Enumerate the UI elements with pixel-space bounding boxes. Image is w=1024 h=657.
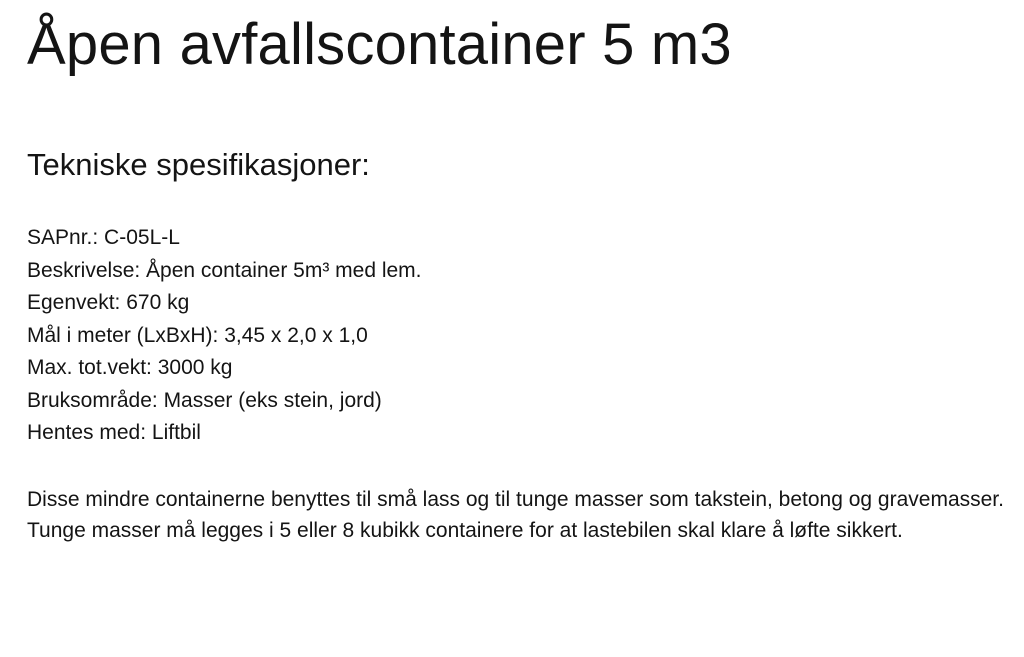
spec-value: Åpen container 5m³ med lem. (146, 258, 422, 282)
description-paragraph: Disse mindre containerne benyttes til små lass og til tunge masser som takstein, betong og gravemasser. Tunge masser må legges i 5 eller 8 kubikk containere for at lastebilen skal klare å løfte sikkert. (27, 488, 1004, 542)
spec-value: Masser (eks stein, jord) (163, 388, 382, 412)
spec-item-bruksomraade (27, 385, 422, 418)
spec-label: Mål i meter (LxBxH): (27, 323, 219, 347)
spec-label: Hentes med: (27, 421, 147, 444)
spec-item-max-vekt (27, 352, 422, 385)
spec-label: SAPnr.: (27, 226, 99, 249)
spec-item-sapnr (27, 222, 422, 255)
specs-list (27, 222, 422, 450)
specs-heading: Tekniske spesifikasjoner: (27, 147, 370, 182)
spec-item-maal (27, 320, 422, 353)
spec-value: 3000 kg (157, 356, 233, 379)
spec-label: Egenvekt: (27, 291, 121, 314)
spec-value: 3,45 x 2,0 x 1,0 (224, 323, 368, 347)
spec-value: 670 kg (126, 291, 190, 314)
spec-label: Beskrivelse: (27, 258, 141, 282)
spec-value: Liftbil (151, 421, 201, 444)
page-title: Åpen avfallscontainer 5 m3 (27, 12, 732, 77)
spec-item-hentes-med (27, 417, 422, 450)
spec-label: Bruksområde: (27, 388, 158, 412)
spec-item-egenvekt (27, 287, 422, 320)
spec-item-beskrivelse (27, 255, 422, 288)
spec-value: C-05L-L (104, 226, 180, 249)
spec-label: Max. tot.vekt: (27, 356, 152, 379)
